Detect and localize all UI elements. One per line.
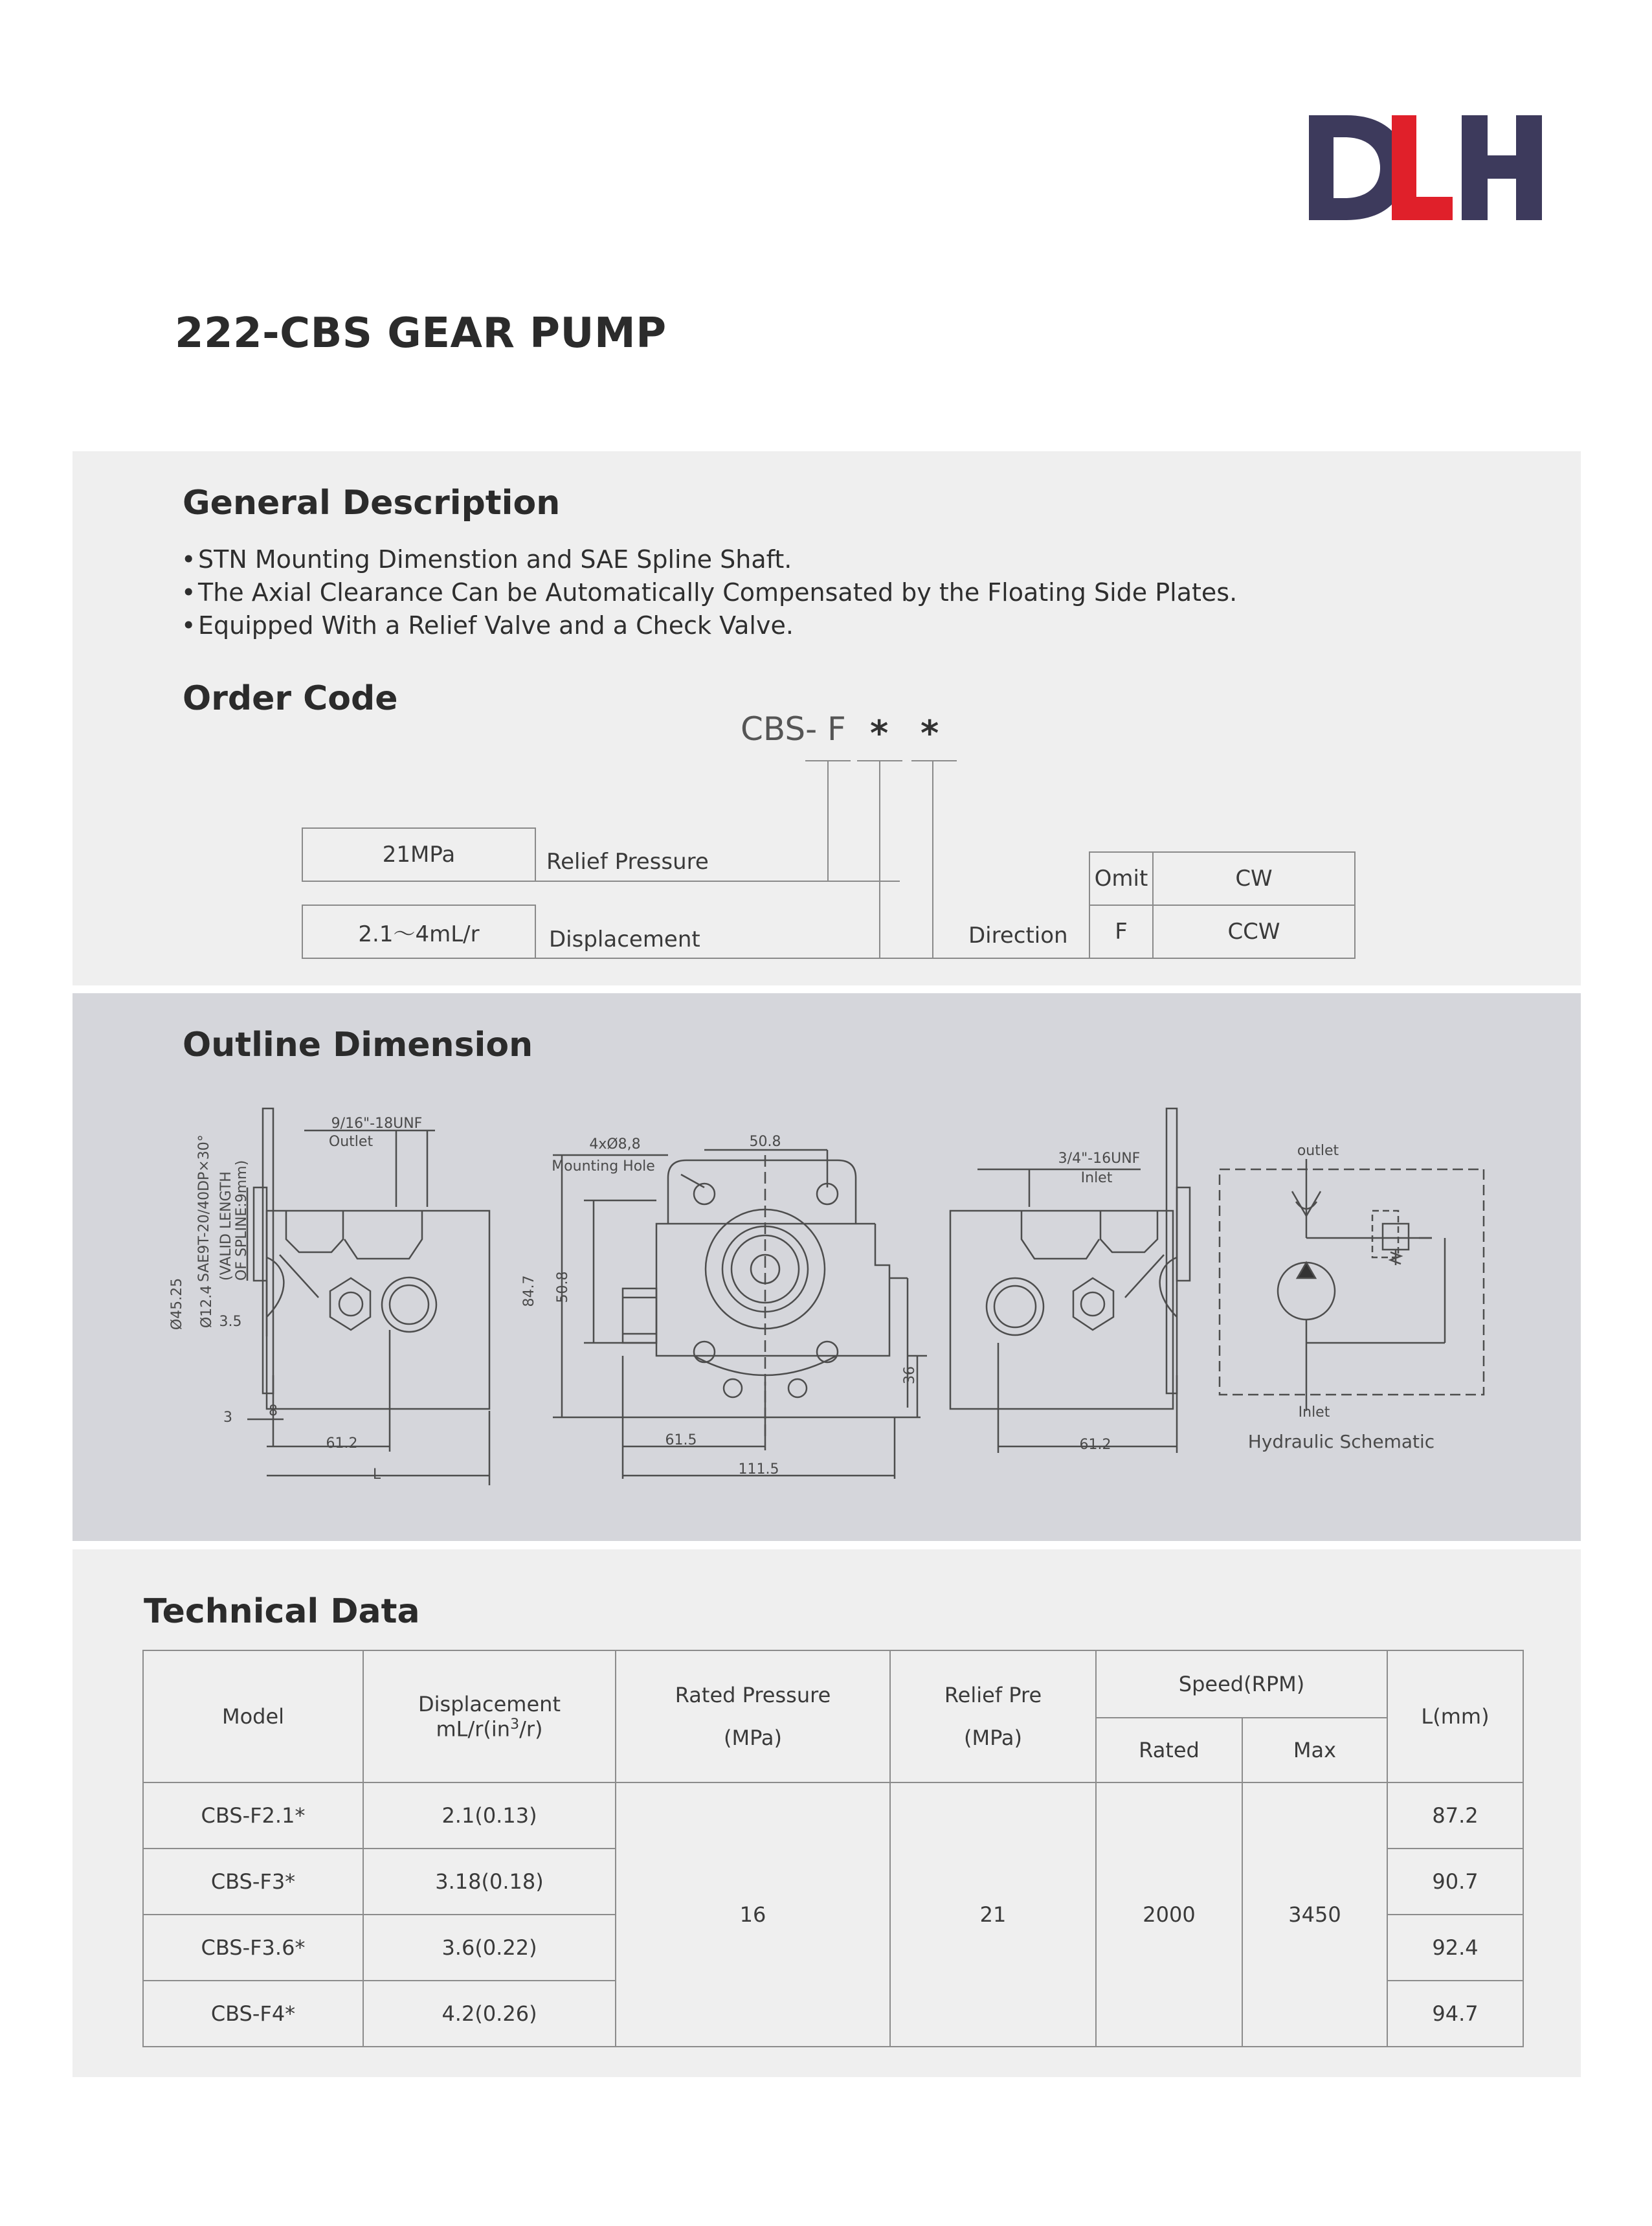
cell-displacement: 3.6(0.22) [363, 1915, 616, 1981]
code-underline [911, 760, 957, 761]
dim-length: L [372, 1467, 381, 1483]
direction-cw: CW [1152, 851, 1356, 906]
cell-model: CBS-F3.6* [143, 1915, 363, 1981]
outlet-label: Outlet [328, 1134, 374, 1150]
dlh-logo-icon [1309, 115, 1542, 220]
dim-111-5: 111.5 [738, 1461, 779, 1478]
schematic-caption: Hydraulic Schematic [1247, 1431, 1435, 1452]
dim-61-2-left: 61.2 [326, 1435, 358, 1452]
displacement-value: 2.1～4mL/r [302, 905, 536, 959]
dim-61-5: 61.5 [665, 1432, 697, 1448]
direction-code-cw: Omit [1089, 851, 1154, 906]
header-relief-pressure: Relief Pre (MPa) [890, 1650, 1096, 1782]
header-length: L(mm) [1387, 1650, 1523, 1782]
outline-dimension-heading: Outline Dimension [183, 1026, 533, 1064]
relief-pressure-value: 21MPa [302, 827, 536, 882]
leader-line [932, 760, 933, 959]
table-row [143, 1782, 1523, 1849]
spline-label: SAE9T-20/40DP×30° [196, 1134, 212, 1282]
inlet-thread-label: 3/4"-16UNF [1058, 1151, 1141, 1167]
cell-speed-max: 3450 [1242, 1782, 1387, 2047]
leader-line [879, 760, 880, 959]
cell-displacement: 3.18(0.18) [363, 1849, 616, 1915]
feature-item: • The Axial Clearance Can be Automatically Compensated by the Floating Side Plates. [181, 576, 1237, 609]
order-code-prefix: CBS- F [741, 710, 846, 748]
outline-drawing [73, 993, 1581, 1541]
spline-length-label-2: OF SPLINE:9mm) [234, 1160, 250, 1281]
leader-line [932, 958, 1090, 959]
cell-length: 87.2 [1387, 1782, 1523, 1849]
feature-item: • STN Mounting Dimenstion and SAE Spline Shaft. [181, 543, 1237, 576]
mounting-holes-label: 4xØ8,8 [589, 1136, 641, 1152]
dim-36: 36 [902, 1366, 918, 1384]
cell-speed-rated: 2000 [1096, 1782, 1242, 2047]
dim-61-2-right: 61.2 [1079, 1437, 1111, 1453]
order-code-star-direction: * [921, 713, 939, 754]
header-speed-rated: Rated [1096, 1718, 1242, 1782]
header-displacement-line2: $mL/r(in^3/r)$ [436, 1716, 543, 1742]
dim-8: 8 [269, 1403, 278, 1419]
dim-45-25: Ø45.25 [169, 1277, 185, 1331]
general-description-heading: General Description [183, 484, 561, 523]
inlet-label: Inlet [1080, 1170, 1113, 1186]
dim-12-4: Ø12.4 [199, 1285, 215, 1329]
dim-3-5: 3.5 [219, 1314, 242, 1330]
cell-model: CBS-F2.1* [143, 1782, 363, 1849]
feature-item: • Equipped With a Relief Valve and a Check Valve. [181, 609, 1237, 642]
general-description-panel [73, 451, 1581, 985]
displacement-label: Displacement [549, 927, 700, 952]
cell-relief-pressure: 21 [890, 1782, 1096, 2047]
schematic-outlet-label: outlet [1297, 1143, 1339, 1159]
relief-pressure-label: Relief Pressure [546, 849, 709, 875]
direction-ccw: CCW [1152, 905, 1356, 959]
outline-dimension-panel [73, 993, 1581, 1541]
leader-line [536, 881, 900, 882]
cell-model: CBS-F4* [143, 1981, 363, 2047]
technical-data-heading: Technical Data [144, 1592, 420, 1631]
header-model: Model [143, 1650, 363, 1782]
schematic-inlet-label: Inlet [1298, 1404, 1330, 1421]
technical-data-table [142, 1650, 1524, 2047]
header-displacement [363, 1650, 616, 1782]
feature-list [181, 543, 1237, 642]
cell-rated-pressure: 16 [616, 1782, 890, 2047]
outlet-thread-label: 9/16"-18UNF [331, 1116, 423, 1132]
hydraulic-schematic [1220, 1159, 1484, 1411]
brand-logo [1309, 115, 1542, 223]
direction-label: Direction [968, 923, 1068, 949]
mounting-hole-label: Mounting Hole [552, 1158, 655, 1175]
cell-length: 90.7 [1387, 1849, 1523, 1915]
dim-3: 3 [223, 1410, 232, 1426]
page-title: 222-CBS GEAR PUMP [175, 309, 667, 357]
front-view [553, 1150, 927, 1479]
header-speed-max: Max [1242, 1718, 1387, 1782]
dim-50-8-vertical: 50.8 [555, 1271, 571, 1303]
header-speed: Speed(RPM) [1096, 1650, 1387, 1718]
header-rated-pressure: Rated Pressure (MPa) [616, 1650, 890, 1782]
spline-length-label: (VALID LENGTH [218, 1171, 234, 1281]
order-code-star-displacement: * [870, 713, 889, 754]
leader-line [536, 958, 953, 959]
cell-model: CBS-F3* [143, 1849, 363, 1915]
header-displacement-line1: Displacement [418, 1691, 561, 1716]
technical-data-panel [73, 1549, 1581, 2077]
cell-displacement: 4.2(0.26) [363, 1981, 616, 2047]
order-code-heading: Order Code [183, 679, 398, 718]
dim-50-8-horizontal: 50.8 [749, 1134, 781, 1150]
cell-length: 92.4 [1387, 1915, 1523, 1981]
dim-84-7: 84.7 [521, 1275, 537, 1307]
cell-displacement: 2.1(0.13) [363, 1782, 616, 1849]
side-view-left [247, 1108, 489, 1485]
direction-code-ccw: F [1089, 905, 1154, 959]
leader-line [827, 760, 829, 882]
cell-length: 94.7 [1387, 1981, 1523, 2047]
